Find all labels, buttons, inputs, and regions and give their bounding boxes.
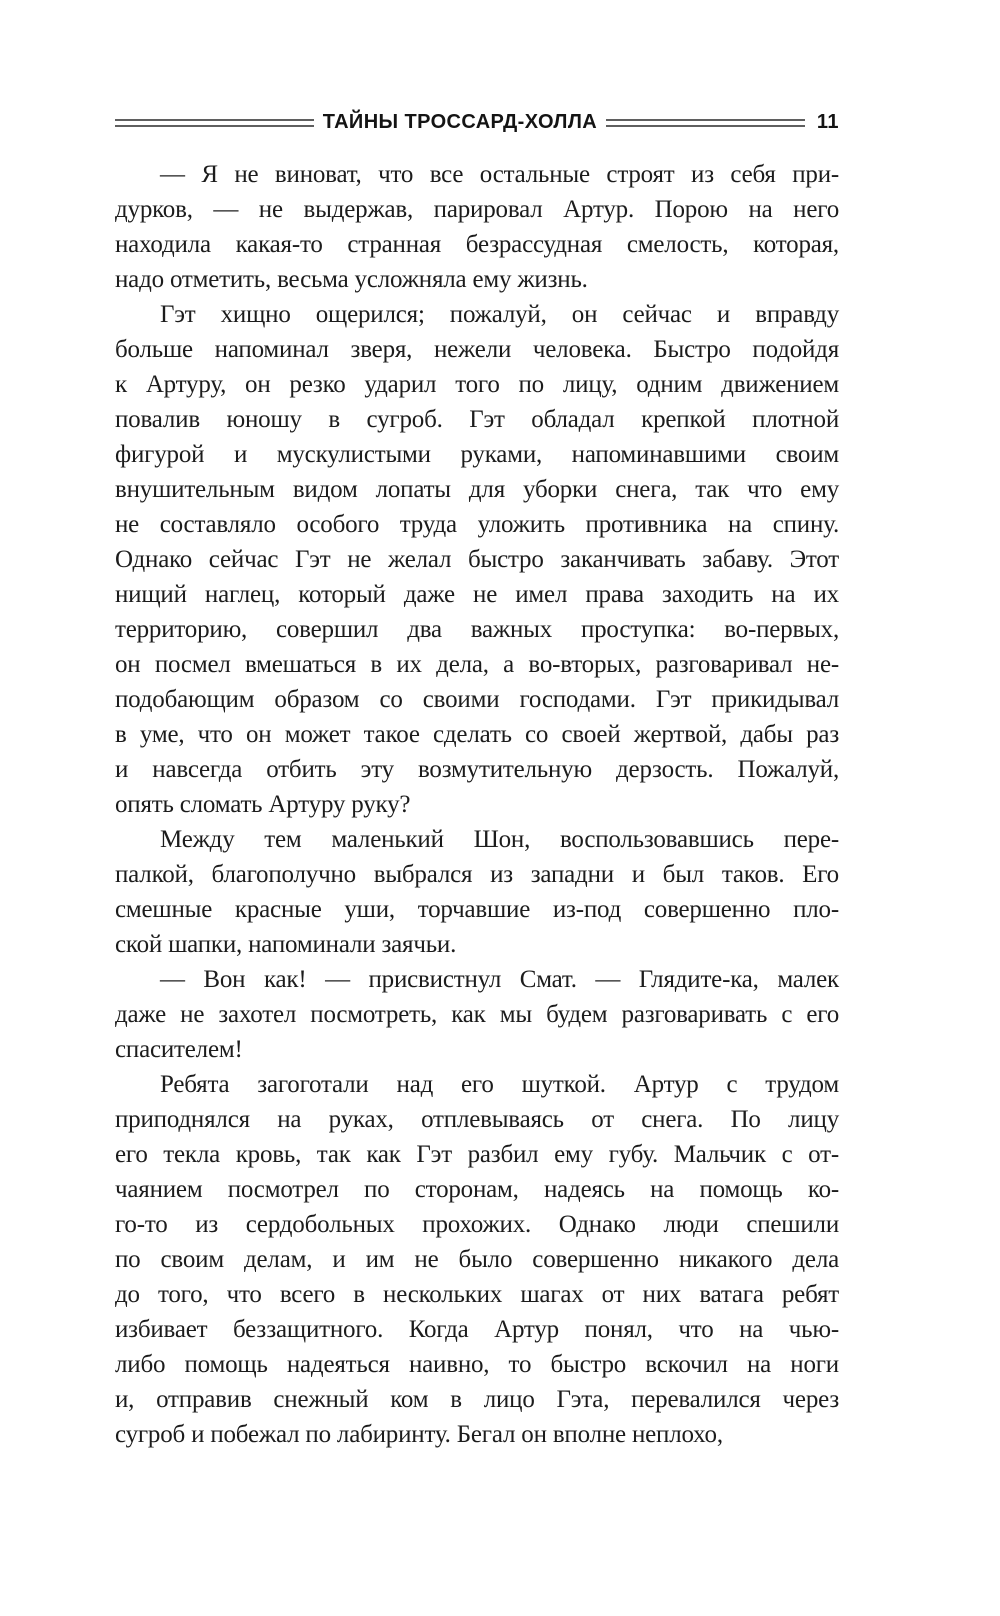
text-line: дурков, — не выдержав, парировал Артур. Порою на него [115, 196, 839, 223]
text-line: избивает беззащитного. Когда Артур понял, что на чью- [115, 1316, 839, 1343]
text-line: фигурой и мускулистыми руками, напоминавшими своим [115, 441, 839, 468]
page-content [115, 110, 839, 1452]
text-line: повалив юношу в сугроб. Гэт обладал крепкой плотной [115, 406, 839, 433]
text-line: находила какая-то странная безрассудная смелость, которая, [115, 231, 839, 258]
paragraph [115, 822, 839, 962]
page-number: 11 [816, 111, 840, 133]
text-line: он посмел вмешаться в их дела, а во-вторых, разговаривал не- [115, 651, 839, 678]
paragraph [115, 157, 839, 297]
text-line: нищий наглец, который даже не имел права заходить на их [115, 581, 839, 608]
text-line: смешные красные уши, торчавшие из-под совершенно пло- [115, 896, 839, 923]
text-line: больше напоминал зверя, нежели человека. Быстро подойдя [115, 336, 839, 363]
header-rule-left [115, 119, 314, 127]
text-line: Ребята загоготали над его шуткой. Артур с трудом [160, 1071, 839, 1098]
paragraph [115, 297, 839, 822]
text-line: сугроб и побежал по лабиринту. Бегал он вполне неплохо, [115, 1421, 723, 1448]
text-line: и навсегда отбить эту возмутительную дерзость. Пожалуй, [115, 756, 839, 783]
text-line: ской шапки, напоминали заячьи. [115, 931, 457, 958]
text-line: го-то из сердобольных прохожих. Однако люди спешили [115, 1211, 839, 1238]
text-line: либо помощь надеяться наивно, то быстро вскочил на ноги [115, 1351, 839, 1378]
text-line: палкой, благополучно выбрался из западни и был таков. Его [115, 861, 839, 888]
header-rule-right [606, 119, 805, 127]
text-line: в уме, что он может такое сделать со своей жертвой, дабы раз [115, 721, 839, 748]
paragraph [115, 1067, 839, 1452]
text-line: — Я не виноват, что все остальные строят из себя при- [160, 161, 839, 188]
running-header [115, 110, 839, 136]
text-line: внушительным видом лопаты для уборки снега, так что ему [115, 476, 839, 503]
text-line: его текла кровь, так как Гэт разбил ему губу. Мальчик с от- [115, 1141, 839, 1168]
header-title: ТАЙНЫ ТРОССАРД-ХОЛЛА [322, 111, 598, 133]
text-line: чаянием посмотрел по сторонам, надеясь на помощь ко- [115, 1176, 839, 1203]
text-line: спасителем! [115, 1036, 243, 1063]
text-line: Между тем маленький Шон, воспользовавшись пере- [160, 826, 839, 853]
text-line: и, отправив снежный ком в лицо Гэта, перевалился через [115, 1386, 839, 1413]
text-line: приподнялся на руках, отплевываясь от снега. По лицу [115, 1106, 839, 1133]
text-line: — Вон как! — присвистнул Смат. — Глядите-ка, малек [160, 966, 839, 993]
text-line: по своим делам, и им не было совершенно никакого дела [115, 1246, 839, 1273]
text-line: Гэт хищно ощерился; пожалуй, он сейчас и вправду [160, 301, 839, 328]
text-line: даже не захотел посмотреть, как мы будем разговаривать с его [115, 1001, 839, 1028]
text-line: до того, что всего в нескольких шагах от них ватага ребят [115, 1281, 839, 1308]
text-line: подобающим образом со своими господами. Гэт прикидывал [115, 686, 839, 713]
text-line: не составляло особого труда уложить противника на спину. [115, 511, 839, 538]
text-line: территорию, совершил два важных проступка: во-первых, [115, 616, 839, 643]
paragraph [115, 962, 839, 1067]
text-line: к Артуру, он резко ударил того по лицу, одним движением [115, 371, 839, 398]
text-line: Однако сейчас Гэт не желал быстро заканчивать забаву. Этот [115, 546, 839, 573]
page-body [115, 157, 839, 1452]
text-line: надо отметить, весьма усложняла ему жизнь. [115, 266, 588, 293]
text-line: опять сломать Артуру руку? [115, 791, 411, 818]
